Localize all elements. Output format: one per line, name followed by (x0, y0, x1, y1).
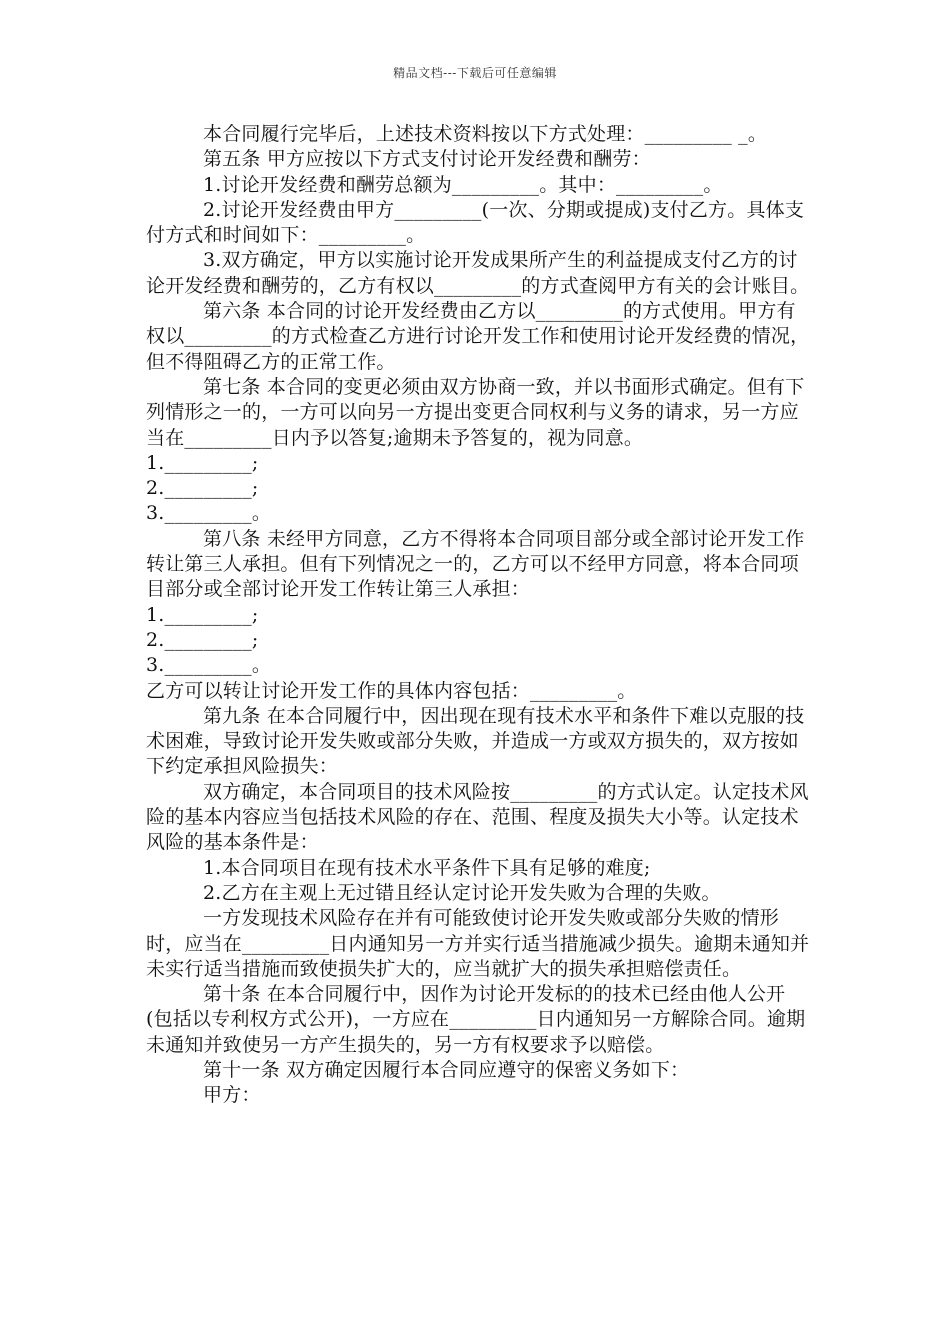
article-9-condition-1: 1.本合同项目在现有技术水平条件下具有足够的难度; (203, 856, 651, 879)
article-5-item-1: 1.讨论开发经费和酬劳总额为_________。其中：_________。 (203, 173, 723, 196)
article-5-item-3: 3.双方确定，甲方以实施讨论开发成果所产生的利益提成支付乙方的讨论开发经费和酬劳的，乙方有权以_________的方式查阅甲方有关的会计账目。 (146, 249, 810, 297)
article-7-list-item-1: 1._________; (146, 451, 259, 474)
article-5-heading: 第五条 甲方应按以下方式支付讨论开发经费和酬劳： (203, 148, 651, 171)
article-7-list-item-2: 2._________; (146, 477, 259, 500)
article-8-transfer-content: 乙方可以转让讨论开发工作的具体内容包括：_________。 (146, 679, 637, 702)
article-10: 第十条 在本合同履行中，因作为讨论开发标的的技术已经由他人公开(包括以专利权方式公开)，一方应在_________日内通知另一方解除合同。逾期未通知并致使另一方产生损失的，另一方有权要求予以赔偿。 (146, 983, 806, 1056)
article-5-item-2: 2.讨论开发经费由甲方_________(一次、分期或提成)支付乙方。具体支付方式和时间如下：_________。 (146, 198, 805, 247)
paragraph-tech-data-disposal: 本合同履行完毕后，上述技术资料按以下方式处理：_________ _。 (203, 123, 768, 145)
article-7: 第七条 本合同的变更必须由双方协商一致，并以书面形式确定。但有下列情形之一的，一方可以向另一方提出变更合同权利与义务的请求，另一方应当在_________日内予以答复;逾期未予答复的，视为同意。 (146, 375, 805, 449)
article-7-list-item-3: 3._________。 (146, 502, 272, 525)
document-body (146, 122, 810, 1109)
article-8-list-item-3: 3._________。 (146, 654, 272, 677)
article-8: 第八条 未经甲方同意，乙方不得将本合同项目部分或全部讨论开发工作转让第三人承担。但有下列情况之一的，乙方可以不经甲方同意，将本合同项目部分或全部讨论开发工作转让第三人承担： (146, 527, 805, 601)
article-8-list-item-2: 2._________; (146, 628, 259, 651)
article-9: 第九条 在本合同履行中，因出现在现有技术水平和条件下难以克服的技术困难，导致讨论开发失败或部分失败，并造成一方或双方损失的，双方按如下约定承担风险损失： (146, 704, 805, 778)
article-9-risk-determination: 双方确定，本合同项目的技术风险按_________的方式认定。认定技术风险的基本内容应当包括技术风险的存在、范围、程度及损失大小等。认定技术风险的基本条件是： (146, 780, 809, 854)
article-9-condition-2: 2.乙方在主观上无过错且经认定讨论开发失败为合理的失败。 (203, 881, 721, 904)
article-9-notification: 一方发现技术风险存在并有可能致使讨论开发失败或部分失败的情形时，应当在_________日内通知另一方并实行适当措施减少损失。逾期未通知并未实行适当措施而致使损失扩大的，应当就扩大的损失承担赔偿责任。 (146, 907, 810, 980)
article-6: 第六条 本合同的讨论开发经费由乙方以_________的方式使用。甲方有权以_________的方式检查乙方进行讨论开发工作和使用讨论开发经费的情况，但不得阻碍乙方的正常工作。 (146, 300, 810, 373)
page-header: 精品文档---下载后可任意编辑 (393, 66, 557, 80)
article-8-list-item-1: 1._________; (146, 603, 259, 626)
article-11-heading: 第十一条 双方确定因履行本合同应遵守的保密义务如下： (203, 1058, 690, 1081)
party-a-label: 甲方： (203, 1084, 261, 1107)
